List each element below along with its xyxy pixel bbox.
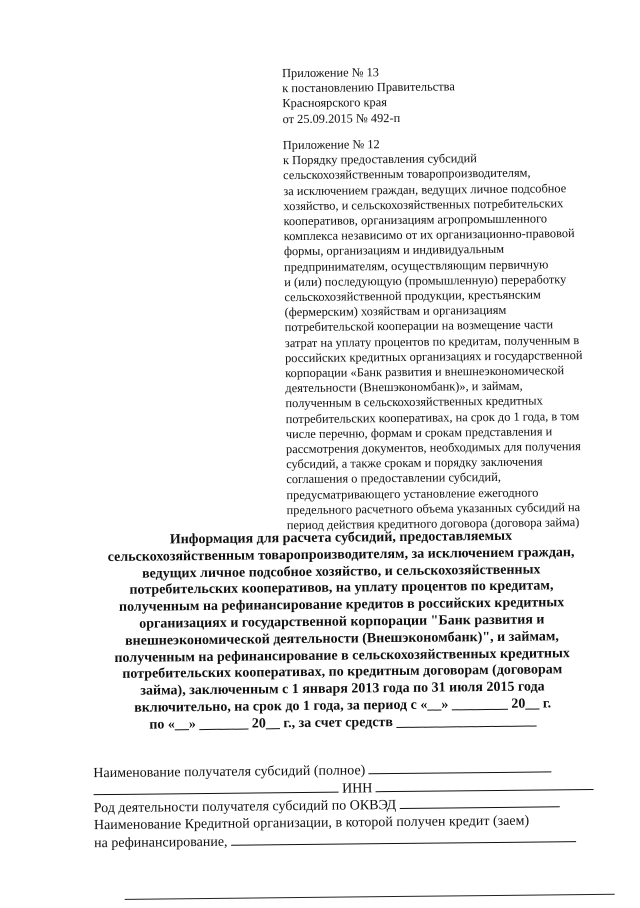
annex-line: предельного расчетного объема указанных субсидий на (286, 499, 581, 518)
annex-line: хозяйство, и сельскохозяйственных потребительских (283, 196, 564, 213)
credit-org-field[interactable] (231, 829, 576, 846)
title-line: ведущих личное подсобное хозяйство, и сельскохозяйственных (141, 562, 541, 582)
annex-line: Красноярского края (282, 95, 387, 111)
annex-line: полученным в сельскохозяйственных кредитных (285, 393, 543, 411)
title-line: включительно, на срок до 1 года, за период с «__» ________ 20__ г. (134, 696, 552, 716)
annex-line: затрат на уплату процентов по кредитам, полученным в (284, 332, 580, 350)
title-line: потребительских кооперативах, по кредитным договорам (договорам (122, 662, 563, 683)
annex-line: формы, организациям и индивидуальным (283, 242, 505, 259)
credit-org-word: которой (345, 814, 393, 831)
annex-line: к постановлению Правительства (282, 79, 455, 96)
annex-line: Приложение № 12 (282, 137, 380, 153)
document-title (71, 528, 613, 735)
annex-line: субсидий, а также срокам и порядку заключения (286, 454, 543, 472)
annex-line: российских кредитных организациях и государственной (284, 347, 583, 365)
credit-org-word: организации, (253, 815, 332, 832)
credit-org-word: кредит (448, 813, 490, 829)
credit-org-word: в (335, 815, 343, 831)
recipient-field[interactable] (369, 759, 552, 774)
credit-org-word: получен (396, 813, 446, 830)
annex-line: предусматривающего установление ежегодного (286, 485, 539, 502)
refinance-label: на рефинансирование, (94, 834, 228, 852)
recipient-label: Наименование получателя субсидий (полное) (93, 763, 366, 782)
title-line: займа), заключенным с 1 января 2013 года по 31 июля 2015 года (140, 679, 545, 699)
credit-org-word: Кредитной (184, 816, 250, 832)
annex-line: потребительских кооперативах, на срок до 1 года, в том (285, 408, 580, 426)
title-line: сельскохозяйственным товаропроизводителям, за исключением граждан, (107, 544, 575, 565)
annex-line: к Порядку предоставления субсидий (282, 151, 477, 168)
title-line: потребительских кооперативов, на уплату процентов по кредитам, (129, 578, 554, 599)
okved-field[interactable] (400, 794, 560, 809)
annex-line: числе перечню, формам и срокам представления и (285, 424, 553, 442)
credit-org-word: Наименование (93, 816, 182, 833)
title-line: полученным на рефинансирование кредитов в российских кредитных (118, 595, 565, 616)
annex-line: (фермерским) хозяйствам и организациям (284, 303, 507, 320)
inn-label: ИНН (341, 780, 373, 797)
annex-line: за исключением граждан, ведущих личное подсобное (283, 180, 567, 198)
title-line: полученным на рефинансирование в сельскохозяйственных кредитных (114, 645, 570, 666)
annex-line: потребительской кооперации на возмещение части (284, 317, 554, 335)
title-line: Информация для расчета субсидий, предоставляемых (169, 528, 513, 548)
annex-12-header (283, 135, 607, 534)
recipient-field-continued[interactable] (93, 779, 338, 795)
annex-line: сельскохозяйственным товаропроизводителям, (283, 165, 531, 183)
title-line: по «__» _______ 20__ г., за счет средств ____________________ (149, 713, 537, 733)
title-line: организациях и государственной корпорации "Банк развития и (139, 612, 545, 632)
annex-line: сельскохозяйственной продукции, крестьянским (284, 287, 541, 305)
okved-label: Род деятельности получателя субсидий по ОКВЭД (93, 798, 397, 817)
annex-line: Приложение № 13 (281, 65, 380, 81)
annex-line: и (или) последующую (промышленную) переработку (284, 272, 567, 289)
annex-line: рассмотрения документов, необходимых для получения (285, 439, 581, 457)
recipient-form (93, 759, 614, 852)
annex-line: кооперативов, организациям агропромышленного (283, 211, 548, 229)
annex-line: период действия кредитного договора (договора займа) (286, 515, 580, 533)
annex-line: от 25.09.2015 № 492-п (282, 110, 401, 126)
bottom-rule (125, 894, 615, 900)
annex-line: предпринимателям, осуществляющим первичную (284, 257, 549, 274)
annex-line: комплекса независимо от их организационно-правовой (283, 226, 575, 244)
annex-line: корпорации «Банк развития и внешнеэкономической (285, 363, 565, 381)
credit-org-word: (заем) (492, 813, 530, 829)
annex-line: соглашения о предоставлении субсидий, (286, 470, 501, 487)
annex-line: деятельности (Внешэкономбанк)», и займам, (285, 378, 523, 396)
inn-field[interactable] (376, 776, 594, 791)
title-line: внешнеэкономической деятельности (Внешэкономбанк)", и займам, (124, 629, 559, 649)
annex-13-header (282, 63, 603, 127)
